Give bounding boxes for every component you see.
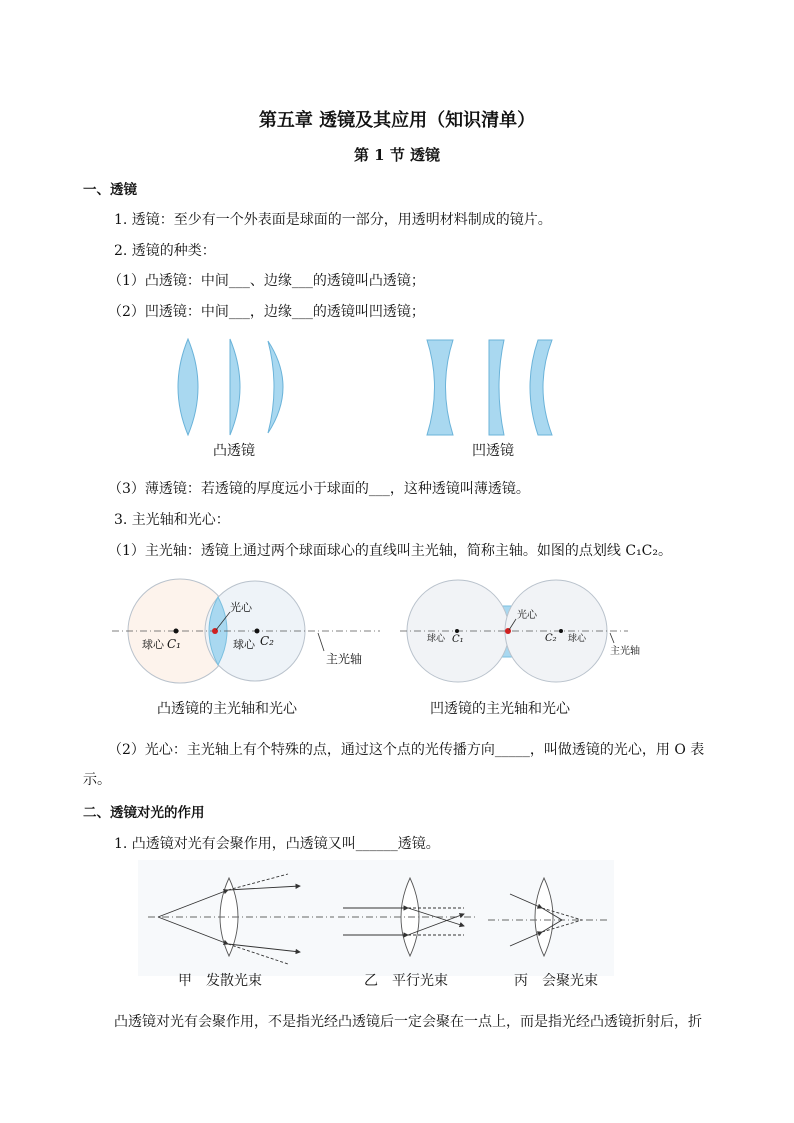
label-sphere-center: 球心: [568, 634, 587, 644]
label-main-axis: 主光轴: [326, 652, 363, 666]
paragraph-optical-center-definition: （2）光心：主光轴上有个特殊的点，通过这个点的光传播方向_____，叫做透镜的光心，用 O 表: [108, 742, 705, 758]
caption-convex-lens: 凸透镜: [213, 443, 255, 459]
plano-convex-lens: [230, 339, 240, 435]
figure-main-axis: [0, 575, 794, 685]
convex-axis-diagram: [112, 579, 380, 683]
figure-light-beams: [138, 860, 618, 980]
caption-convex-axis: 凸透镜的主光轴和光心: [157, 701, 297, 717]
label-c1: C₁: [452, 634, 464, 645]
label-optical-center: 光心: [230, 601, 252, 614]
caption-concave-lens: 凹透镜: [472, 443, 514, 459]
paragraph-optical-center-definition-continued: 示。: [83, 772, 111, 788]
section-title: 第 1 节 透镜: [353, 146, 441, 164]
label-c1: C₁: [167, 637, 181, 651]
concave-meniscus-lens: [530, 340, 552, 435]
convex-meniscus-lens: [268, 341, 283, 433]
label-sphere-center: 球心: [142, 638, 164, 651]
sphere-center-dot: [255, 629, 260, 634]
paragraph-lens-types: 2. 透镜的种类：: [114, 243, 216, 259]
caption-diverging-beam: 甲 发散光束: [178, 973, 262, 989]
paragraph-convex-converging: 1. 凸透镜对光有会聚作用，凸透镜又叫______透镜。: [114, 836, 440, 852]
caption-converging-beam: 丙 会聚光束: [514, 973, 598, 989]
plano-concave-lens: [489, 340, 504, 435]
label-sphere-center: 球心: [233, 638, 255, 651]
chapter-title: 第五章 透镜及其应用（知识清单）: [258, 110, 536, 131]
concave-axis-diagram: [400, 580, 640, 682]
paragraph-converging-note: 凸透镜对光有会聚作用，不是指光经凸透镜后一定会聚在一点上，而是指光经凸透镜折射后，折: [114, 1014, 702, 1030]
sphere-center-dot: [455, 629, 459, 633]
label-optical-center: 光心: [517, 610, 537, 621]
section-heading-lens: 一、透镜: [83, 182, 137, 198]
figure-lens-types: [170, 335, 570, 440]
biconcave-lens: [427, 340, 453, 435]
sphere-center-dot: [559, 629, 563, 633]
paragraph-axis-heading: 3. 主光轴和光心：: [114, 512, 230, 528]
caption-concave-axis: 凹透镜的主光轴和光心: [430, 701, 570, 717]
section-heading-lens-effect: 二、透镜对光的作用: [83, 805, 205, 821]
label-c2: C₂: [260, 634, 274, 648]
paragraph-concave-definition: （2）凹透镜：中间___，边缘___的透镜叫凹透镜；: [108, 304, 425, 320]
paragraph-lens-definition: 1. 透镜：至少有一个外表面是球面的一部分，用透明材料制成的镜片。: [114, 212, 552, 228]
label-c2: C₂: [545, 633, 557, 644]
label-sphere-center: 球心: [427, 634, 446, 644]
paragraph-thin-lens: （3）薄透镜：若透镜的厚度远小于球面的___，这种透镜叫薄透镜。: [108, 481, 530, 497]
biconvex-lens: [178, 339, 198, 435]
caption-parallel-beam: 乙 平行光束: [364, 973, 448, 989]
label-main-axis: 主光轴: [610, 646, 640, 657]
paragraph-main-axis-definition: （1）主光轴：透镜上通过两个球面球心的直线叫主光轴，简称主轴。如图的点划线 C₁C₂。: [108, 543, 673, 559]
sphere-center-dot: [174, 629, 179, 634]
paragraph-convex-definition: （1）凸透镜：中间___、边缘___的透镜叫凸透镜；: [108, 273, 425, 289]
